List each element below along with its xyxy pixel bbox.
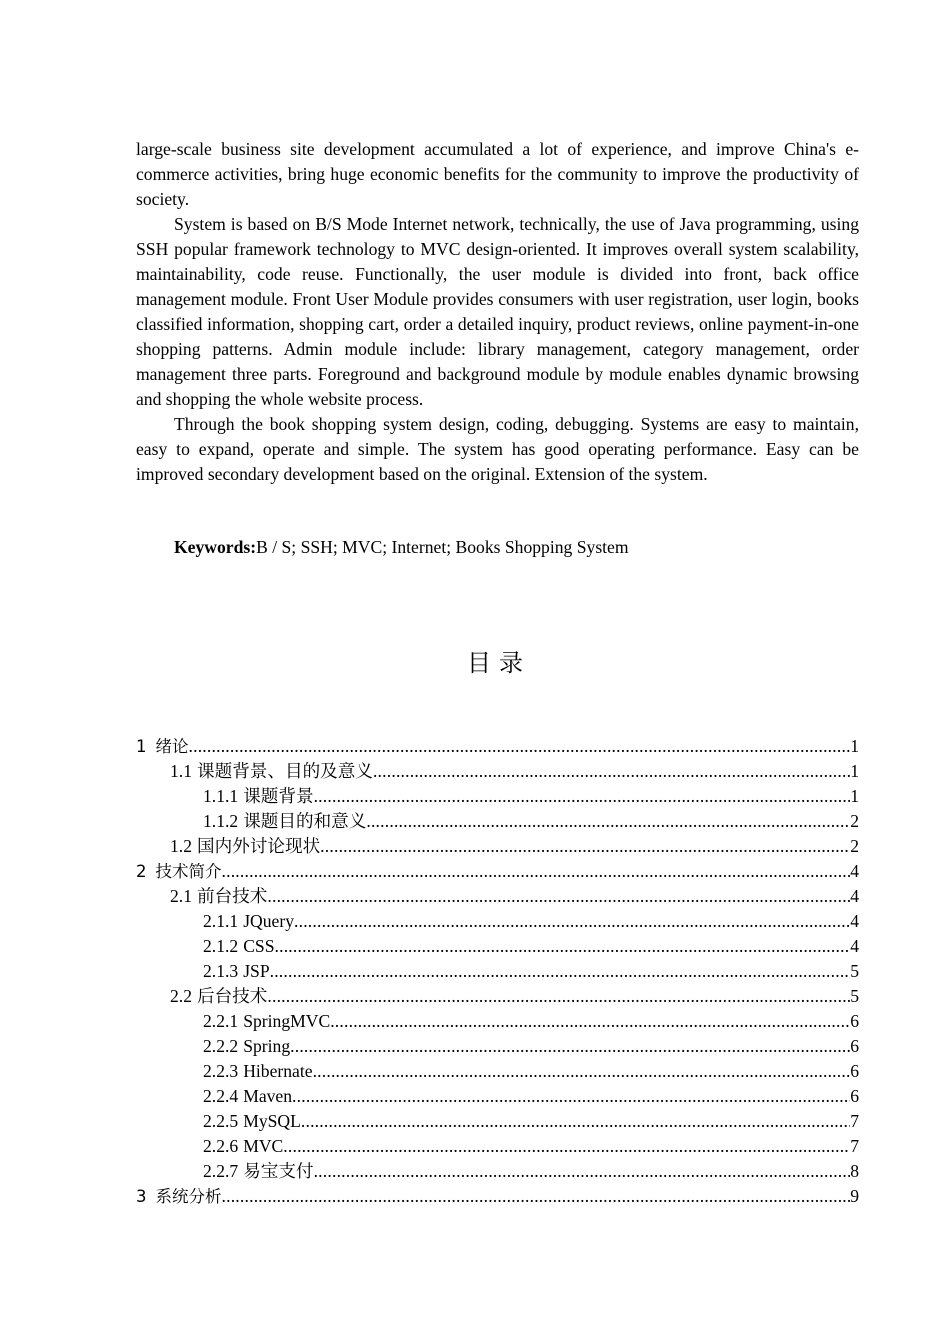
toc-entry[interactable] xyxy=(136,984,859,1009)
toc-leader-dots xyxy=(283,1134,850,1159)
toc-entry-page: 7 xyxy=(850,1111,859,1131)
toc-leader-dots xyxy=(292,1084,850,1109)
toc-entry[interactable] xyxy=(136,834,859,859)
toc-entry-label: SpringMVC xyxy=(243,1011,331,1031)
toc-entry-label: 系统分析 xyxy=(155,1187,222,1206)
toc-entry-number: 1 xyxy=(136,737,147,756)
toc-entry-label: 课题目的和意义 xyxy=(243,811,367,831)
table-of-contents xyxy=(136,734,859,1209)
toc-entry-number: 2.1 xyxy=(170,886,192,906)
toc-leader-dots xyxy=(270,959,851,984)
toc-entry-label: JQuery xyxy=(243,911,295,931)
toc-entry-number: 2.1.2 xyxy=(203,936,239,956)
toc-leader-dots xyxy=(290,1034,850,1059)
toc-entry-page: 1 xyxy=(850,786,859,806)
toc-entry[interactable] xyxy=(136,884,859,909)
toc-entry-page: 4 xyxy=(850,886,859,906)
toc-entry-number: 1.1 xyxy=(170,761,192,781)
abstract-paragraph-3: Through the book shopping system design, coding, debugging. Systems are easy to maintain, easy to expand, operate and simple. The system has good operating performance. Easy can be improved secondary development based on the original. Extension of the system. xyxy=(136,414,859,484)
toc-leader-dots xyxy=(314,784,851,809)
toc-entry-number: 1.1.1 xyxy=(203,786,239,806)
abstract-paragraph-2: System is based on B/S Mode Internet network, technically, the use of Java programming, using SSH popular framework technology to MVC design-oriented. It improves overall system scalability, maintainability, code reuse. Functionally, the user module is divided into front, back office management module. Front User Module provides consumers with user registration, user login, books classified information, shopping cart, order a detailed inquiry, product reviews, online payment-in-one shopping patterns. Admin module include: library management, category management, order management three parts. Foreground and background module by module enables dynamic browsing and shopping the whole website process. xyxy=(136,214,859,409)
keywords-value: B / S; SSH; MVC; Internet; Books Shopping System xyxy=(256,537,629,557)
toc-entry-number: 2.2.5 xyxy=(203,1111,239,1131)
toc-leader-dots xyxy=(373,759,850,784)
toc-entry-label: 后台技术 xyxy=(197,986,268,1006)
toc-entry[interactable] xyxy=(136,1159,859,1184)
toc-entry-label: 前台技术 xyxy=(197,886,268,906)
toc-leader-dots xyxy=(366,809,850,834)
toc-leader-dots xyxy=(267,984,850,1009)
toc-entry[interactable] xyxy=(136,859,859,884)
toc-entry-label: Maven xyxy=(243,1086,293,1106)
toc-entry[interactable] xyxy=(136,1109,859,1134)
toc-entry-number: 2 xyxy=(136,862,147,881)
toc-entry-number: 2.1.1 xyxy=(203,911,239,931)
toc-entry[interactable] xyxy=(136,1009,859,1034)
toc-entry-number: 2.2 xyxy=(170,986,192,1006)
toc-entry-page: 9 xyxy=(850,1186,859,1206)
toc-entry-page: 6 xyxy=(850,1011,859,1031)
toc-entry-page: 4 xyxy=(850,911,859,931)
toc-entry-label: 易宝支付 xyxy=(243,1161,314,1181)
abstract-body xyxy=(136,137,859,487)
toc-entry-label: MySQL xyxy=(243,1111,301,1131)
toc-entry[interactable] xyxy=(136,1184,859,1209)
toc-entry-label: 技术简介 xyxy=(155,862,222,881)
toc-entry-label: CSS xyxy=(243,936,275,956)
toc-entry-label: Hibernate xyxy=(243,1061,313,1081)
toc-entry[interactable] xyxy=(136,909,859,934)
toc-entry[interactable] xyxy=(136,1059,859,1084)
toc-entry-label: Spring xyxy=(243,1036,291,1056)
toc-entry-number: 3 xyxy=(136,1187,147,1206)
toc-entry-label: 绪论 xyxy=(155,737,189,756)
toc-entry-label: MVC xyxy=(243,1136,284,1156)
toc-entry-number: 2.2.6 xyxy=(203,1136,239,1156)
toc-entry-page: 6 xyxy=(850,1036,859,1056)
toc-entry-page: 4 xyxy=(850,861,859,881)
keywords-line xyxy=(174,535,629,560)
toc-entry[interactable] xyxy=(136,959,859,984)
toc-leader-dots xyxy=(314,1159,851,1184)
toc-entry[interactable] xyxy=(136,1034,859,1059)
toc-entry-label: 国内外讨论现状 xyxy=(197,836,321,856)
toc-leader-dots xyxy=(313,1059,851,1084)
toc-entry[interactable] xyxy=(136,1084,859,1109)
toc-leader-dots xyxy=(189,734,851,759)
toc-entry-number: 2.2.7 xyxy=(203,1161,239,1181)
toc-leader-dots xyxy=(275,934,851,959)
toc-entry-page: 7 xyxy=(850,1136,859,1156)
toc-entry-page: 5 xyxy=(850,961,859,981)
toc-entry-page: 6 xyxy=(850,1086,859,1106)
toc-leader-dots xyxy=(330,1009,850,1034)
toc-entry-label: 课题背景 xyxy=(243,786,314,806)
toc-entry-page: 2 xyxy=(850,836,859,856)
toc-entry-page: 6 xyxy=(850,1061,859,1081)
toc-entry-page: 1 xyxy=(850,736,859,756)
toc-entry-page: 5 xyxy=(850,986,859,1006)
toc-entry-page: 4 xyxy=(850,936,859,956)
toc-entry[interactable] xyxy=(136,734,859,759)
toc-entry-number: 2.2.3 xyxy=(203,1061,239,1081)
toc-entry[interactable] xyxy=(136,1134,859,1159)
toc-entry-number: 2.1.3 xyxy=(203,961,239,981)
toc-entry-number: 1.1.2 xyxy=(203,811,239,831)
toc-entry-number: 2.2.2 xyxy=(203,1036,239,1056)
abstract-paragraph-1: large-scale business site development accumulated a lot of experience, and improve China's e-commerce activities, bring huge economic benefits for the community to improve the productivity of society. xyxy=(136,139,859,209)
toc-entry[interactable] xyxy=(136,934,859,959)
toc-leader-dots xyxy=(267,884,850,909)
toc-entry-number: 2.2.1 xyxy=(203,1011,239,1031)
toc-entry-label: 课题背景、目的及意义 xyxy=(197,761,373,781)
toc-entry-number: 1.2 xyxy=(170,836,192,856)
toc-entry-number: 2.2.4 xyxy=(203,1086,239,1106)
toc-leader-dots xyxy=(301,1109,850,1134)
toc-leader-dots xyxy=(320,834,850,859)
toc-leader-dots xyxy=(222,1184,851,1209)
keywords-label: Keywords: xyxy=(174,537,257,557)
toc-title: 目录 xyxy=(467,649,531,677)
toc-entry[interactable] xyxy=(136,809,859,834)
toc-entry-page: 8 xyxy=(850,1161,859,1181)
toc-entry-page: 2 xyxy=(850,811,859,831)
toc-entry[interactable] xyxy=(136,759,859,784)
toc-entry-label: JSP xyxy=(243,961,270,981)
toc-leader-dots xyxy=(294,909,850,934)
toc-leader-dots xyxy=(222,859,851,884)
toc-entry[interactable] xyxy=(136,784,859,809)
toc-entry-page: 1 xyxy=(850,761,859,781)
